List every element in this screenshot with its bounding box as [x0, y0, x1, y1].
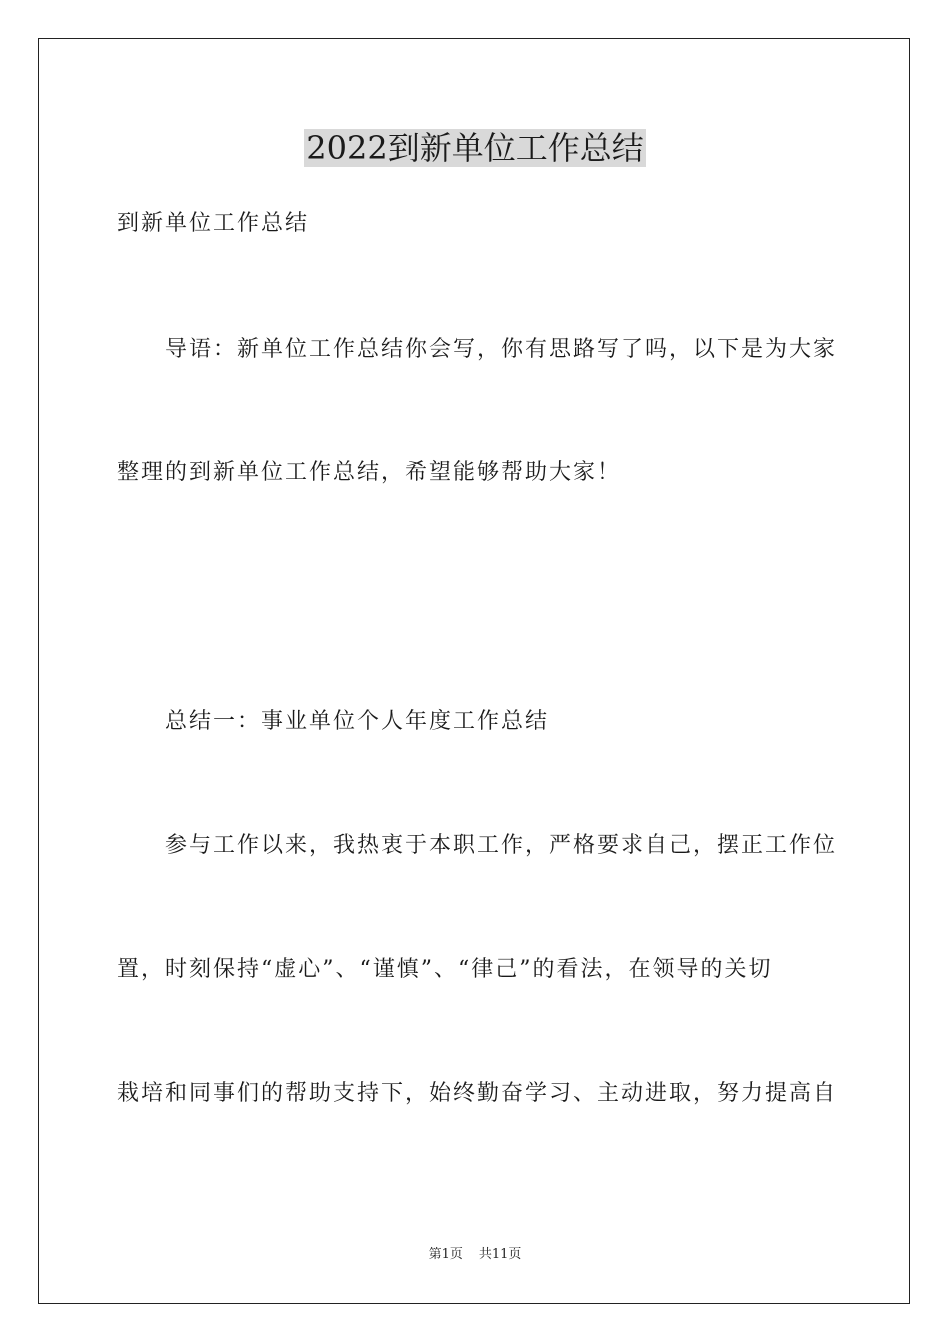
body-line-3: 栽培和同事们的帮助支持下，始终勤奋学习、主动进取，努力提高自	[117, 1081, 838, 1106]
page-number: 第1页	[428, 1247, 463, 1262]
body-line-1: 参与工作以来，我热衷于本职工作，严格要求自己，摆正工作位	[165, 833, 838, 858]
intro-line-2: 整理的到新单位工作总结，希望能够帮助大家！	[117, 460, 622, 485]
document-title-text: 2022到新单位工作总结	[306, 129, 644, 167]
body-line-2: 置，时刻保持“虚心”、“谨慎”、“律己”的看法，在领导的关切	[117, 957, 773, 982]
intro-line-1: 导语：新单位工作总结你会写，你有思路写了吗，以下是为大家	[165, 337, 838, 362]
document-title	[0, 128, 950, 168]
page-total: 共11页	[478, 1247, 522, 1262]
section-heading: 总结一：事业单位个人年度工作总结	[165, 709, 550, 734]
page-footer	[0, 1246, 950, 1264]
subtitle-line: 到新单位工作总结	[117, 211, 310, 236]
